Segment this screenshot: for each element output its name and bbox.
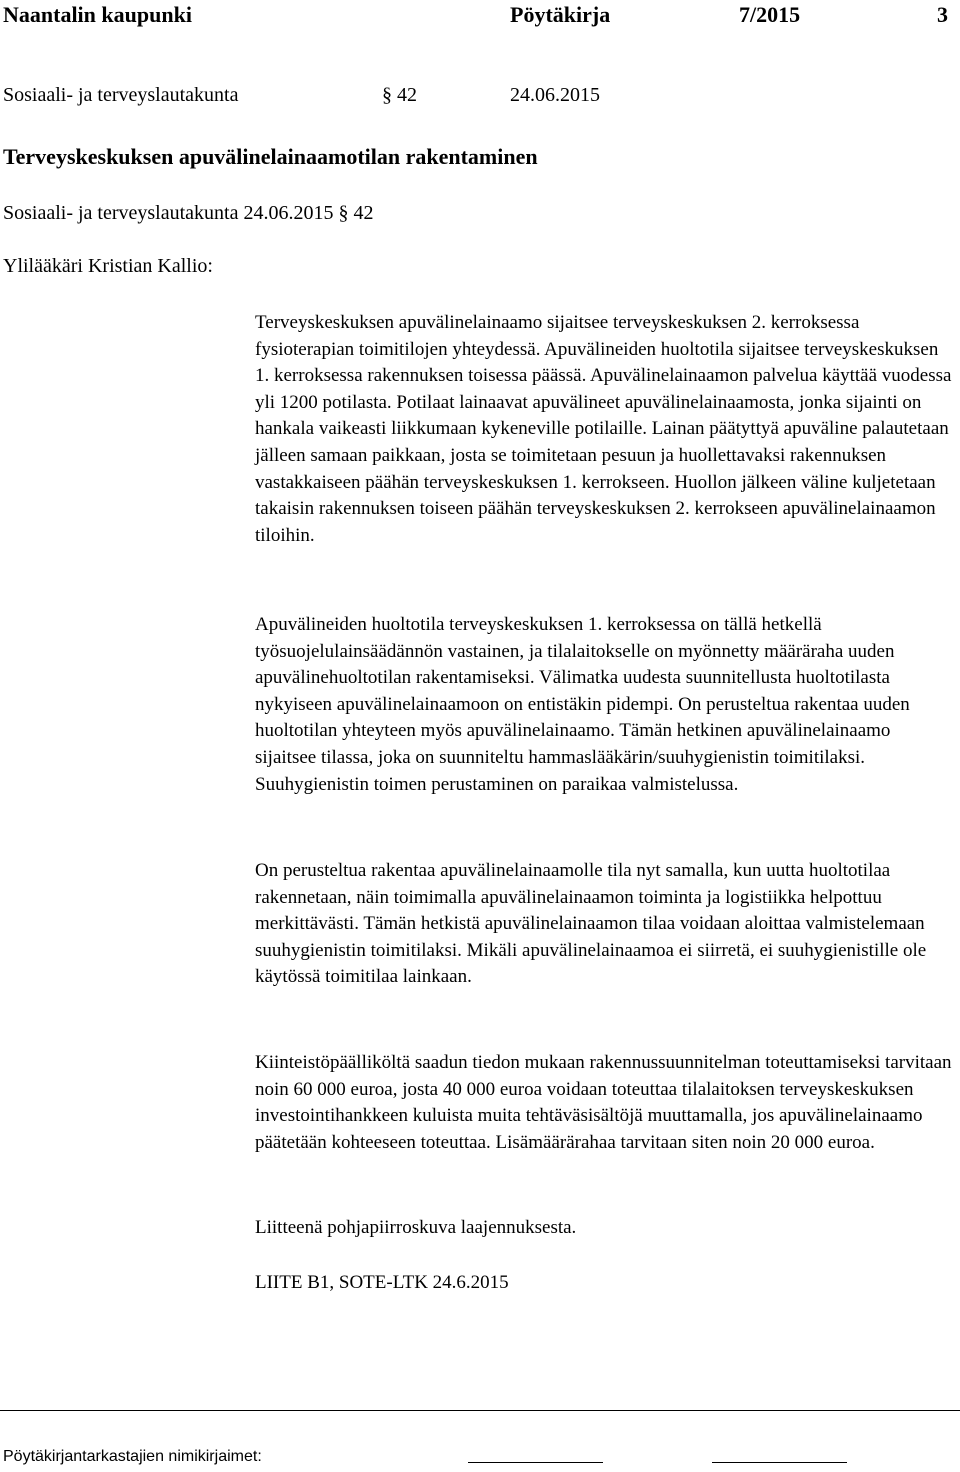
signatures-label: Pöytäkirjantarkastajien nimikirjaimet: bbox=[3, 1448, 262, 1465]
item-title: Terveyskeskuksen apuvälinelainaamotilan rakentaminen bbox=[3, 144, 538, 169]
paragraph: Terveyskeskuksen apuvälinelainaamo sijaitsee terveyskeskuksen 2. kerroksessa fysioterapian toimitilojen yhteydessä. Apuvälineiden huoltotila sijaitsee terveyskeskuksen 1. kerroksessa rakennuksen toisessa päässä. Apuvälinelainaamon palvelua käyttää vuodessa yli 1200 potilasta. Potilaat lainaavat apuvälineet apuvälinelainaamosta, jonka sijainti on hankala vaikeasti liikkumaan kykeneville potilaille. Lainan päätyttyä apuväline palautetaan jälleen samaan paikkaan, josta se toimitetaan pesuun ja huollettavaksi rakennuksen vastakkaiseen päähän terveyskeskuksen 1. kerrokseen. Huollon jälkeen väline kuljetetaan takaisin rakennuksen toiseen päähän terveyskeskuksen 2. kerrokseen apuvälinelainaamon tiloihin. bbox=[255, 312, 952, 546]
document-type: Pöytäkirja bbox=[510, 2, 611, 27]
footer-divider bbox=[0, 1410, 960, 1411]
paragraph: Liitteenä pohjapiirroskuva laajennuksesta. bbox=[255, 1217, 577, 1238]
committee-name: Sosiaali- ja terveyslautakunta bbox=[3, 84, 239, 106]
page-number: 3 bbox=[937, 2, 948, 27]
meeting-date: 24.06.2015 bbox=[510, 84, 600, 106]
organization-name: Naantalin kaupunki bbox=[3, 2, 192, 27]
signature-line-1 bbox=[468, 1462, 603, 1463]
paragraph: Kiinteistöpäälliköltä saadun tiedon mukaan rakennussuunnitelman toteuttamiseksi tarvitaan noin 60 000 euroa, josta 40 000 euroa voidaan toteuttaa tilalaitoksen terveyskeskuksen investointihankkeen kuluista muita tehtäväsisältöjä muuttamalla, jos apuvälinelainaamo päätetään kohteeseen toteuttaa. Lisämäärärahaa tarvitaan siten noin 20 000 euroa. bbox=[255, 1052, 952, 1153]
section-value: 42 bbox=[397, 84, 417, 106]
paragraph: On perusteltua rakentaa apuvälinelainaamolle tila nyt samalla, kun uutta huoltotilaa rakennetaan, näin toimimalla apuvälinelainaamon toiminta ja logistiikka helpottuu merkittävästi. Tämän hetkistä apuvälinelainaamon tilaa voidaan aloittaa valmistelemaan suuhygienistin toimitilaksi. Mikäli apuvälinelainaamoa ei siirretä, ei suuhygienistille ole käytössä toimitilaa lainkaan. bbox=[255, 860, 927, 988]
section-number: § 42 bbox=[382, 84, 417, 106]
attachment-reference: LIITE B1, SOTE-LTK 24.6.2015 bbox=[255, 1272, 509, 1293]
document-number: 7/2015 bbox=[739, 2, 801, 27]
presenter: Ylilääkäri Kristian Kallio: bbox=[3, 255, 213, 277]
paragraph: Apuvälineiden huoltotila terveyskeskuksen 1. kerroksessa on tällä hetkellä työsuojelulainsäädännön vastainen, ja tilalaitokselle on myönnetty määräraha uuden apuvälinehuoltotilan rakentamiseksi. Välimatka uudesta suunnitellusta huoltotilasta nykyiseen apuvälinelainaamoon on entistäkin pidempi. On perusteltua rakentaa uuden huoltotilan yhteyteen myös apuvälinelainaamo. Tämän hetkinen apuvälinelainaamo sijaitsee tilassa, joka on suunniteltu hammaslääkärin/suuhygienistin toimitilaksi. Suuhygienistin toimen perustaminen on paraikaa valmistelussa. bbox=[255, 614, 910, 795]
item-reference: Sosiaali- ja terveyslautakunta 24.06.2015 § 42 bbox=[3, 202, 374, 224]
signature-line-2 bbox=[712, 1462, 847, 1463]
